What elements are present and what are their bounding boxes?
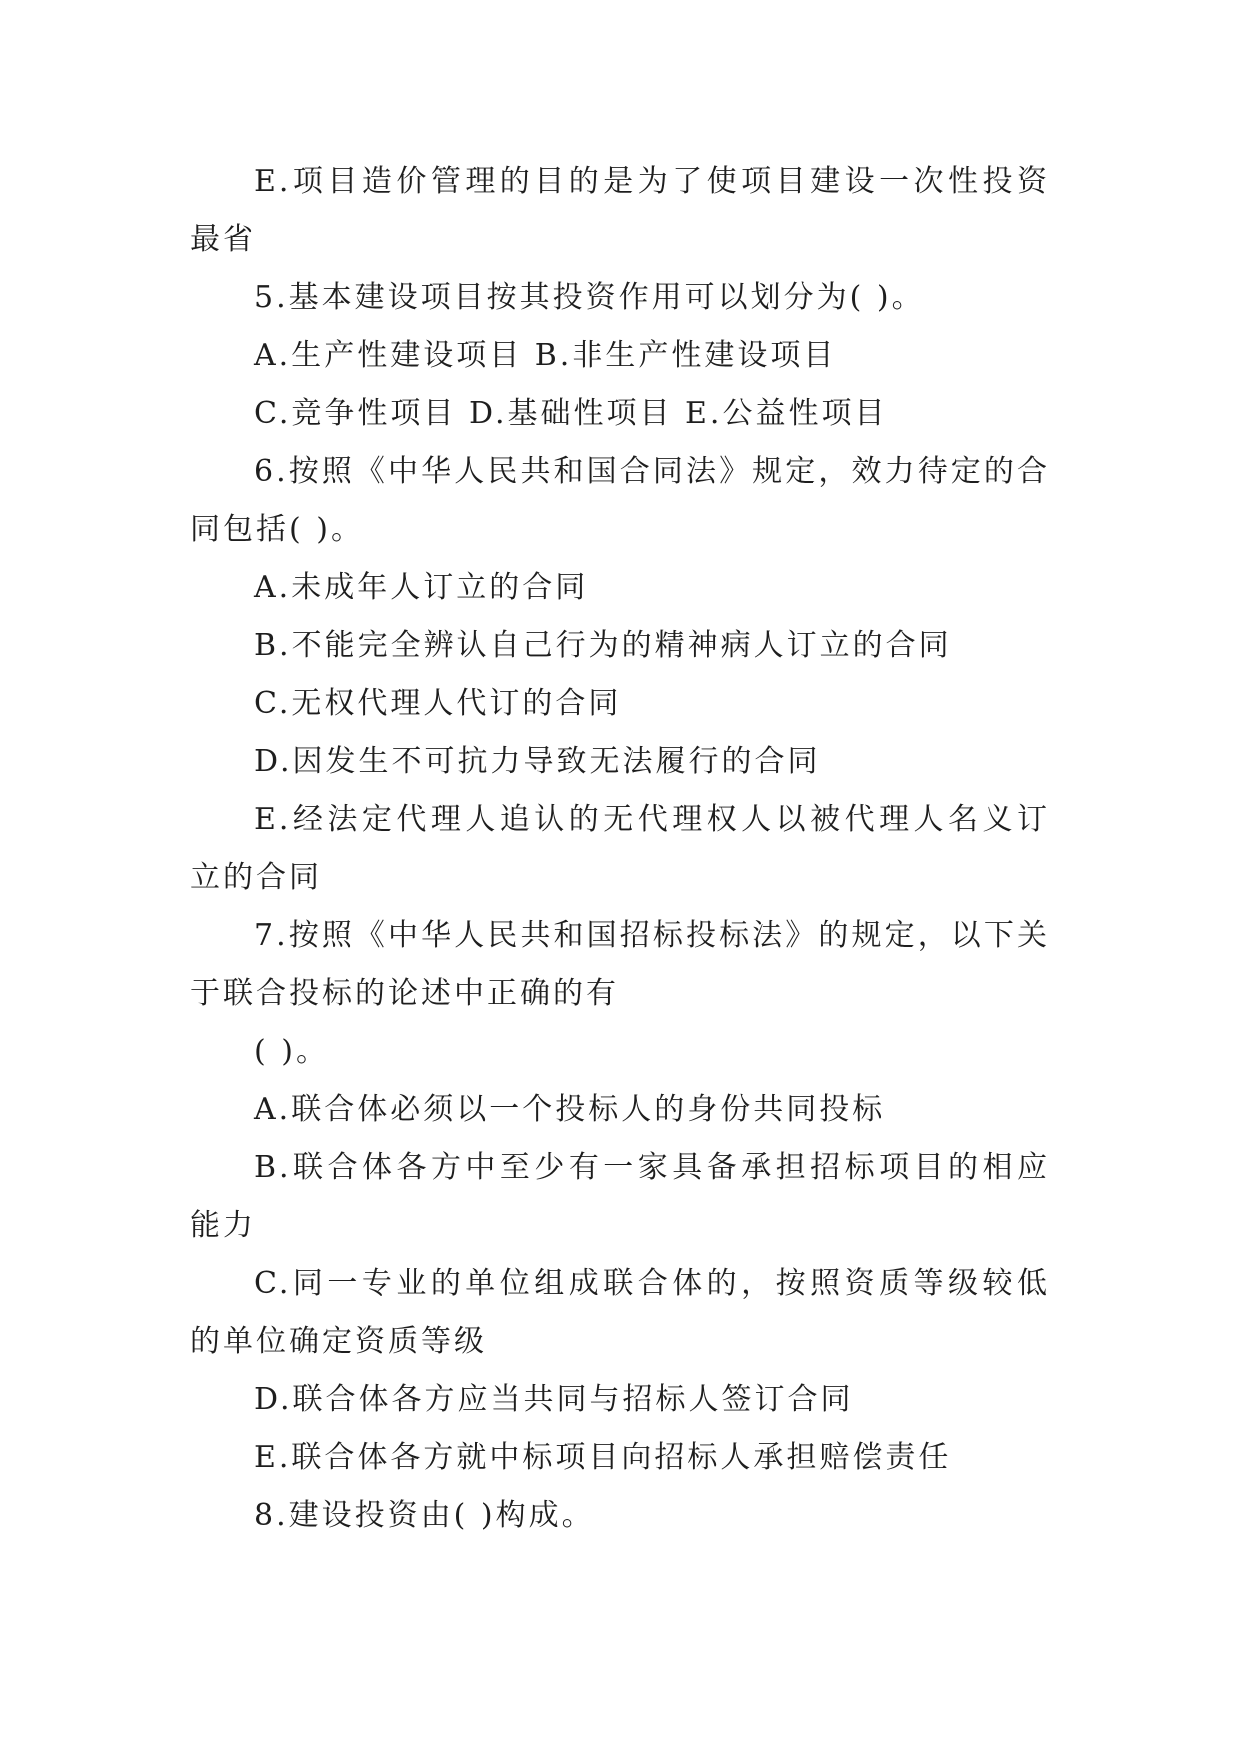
paragraph-question-5: 5.基本建设项目按其投资作用可以划分为( )。	[254, 280, 925, 315]
paragraph-q6-option-c: C.无权代理人代订的合同	[254, 686, 622, 721]
paragraph-q6-option-e: E.经法定代理人追认的无代理权人以被代理人名义订立的合同	[190, 802, 1050, 895]
paragraph-q5-options-ab: A.生产性建设项目 B.非生产性建设项目	[254, 338, 837, 373]
paragraph-q6-option-d: D.因发生不可抗力导致无法履行的合同	[254, 744, 821, 779]
paragraph-question-7: 7.按照《中华人民共和国招标投标法》的规定，以下关于联合投标的论述中正确的有	[190, 918, 1050, 1011]
paragraph-option-e-cost-management: E.项目造价管理的目的是为了使项目建设一次性投资最省	[190, 164, 1050, 257]
paragraph-q7-option-c: C.同一专业的单位组成联合体的，按照资质等级较低的单位确定资质等级	[190, 1266, 1050, 1359]
paragraph-q5-options-cde: C.竞争性项目 D.基础性项目 E.公益性项目	[254, 396, 888, 431]
paragraph-q7-option-b: B.联合体各方中至少有一家具备承担招标项目的相应能力	[190, 1150, 1050, 1243]
paragraph-q7-option-e: E.联合体各方就中标项目向招标人承担赔偿责任	[254, 1440, 952, 1475]
paragraph-q7-option-d: D.联合体各方应当共同与招标人签订合同	[254, 1382, 854, 1417]
paragraph-q6-option-a: A.未成年人订立的合同	[254, 570, 589, 605]
paragraph-q6-option-b: B.不能完全辨认自己行为的精神病人订立的合同	[254, 628, 952, 663]
paragraph-question-6: 6.按照《中华人民共和国合同法》规定，效力待定的合同包括( )。	[190, 454, 1050, 547]
paragraph-question-8: 8.建设投资由( )构成。	[254, 1498, 595, 1533]
paragraph-q7-blank: ( )。	[254, 1034, 329, 1069]
document-body	[190, 153, 1050, 1545]
paragraph-q7-option-a: A.联合体必须以一个投标人的身份共同投标	[254, 1092, 886, 1127]
